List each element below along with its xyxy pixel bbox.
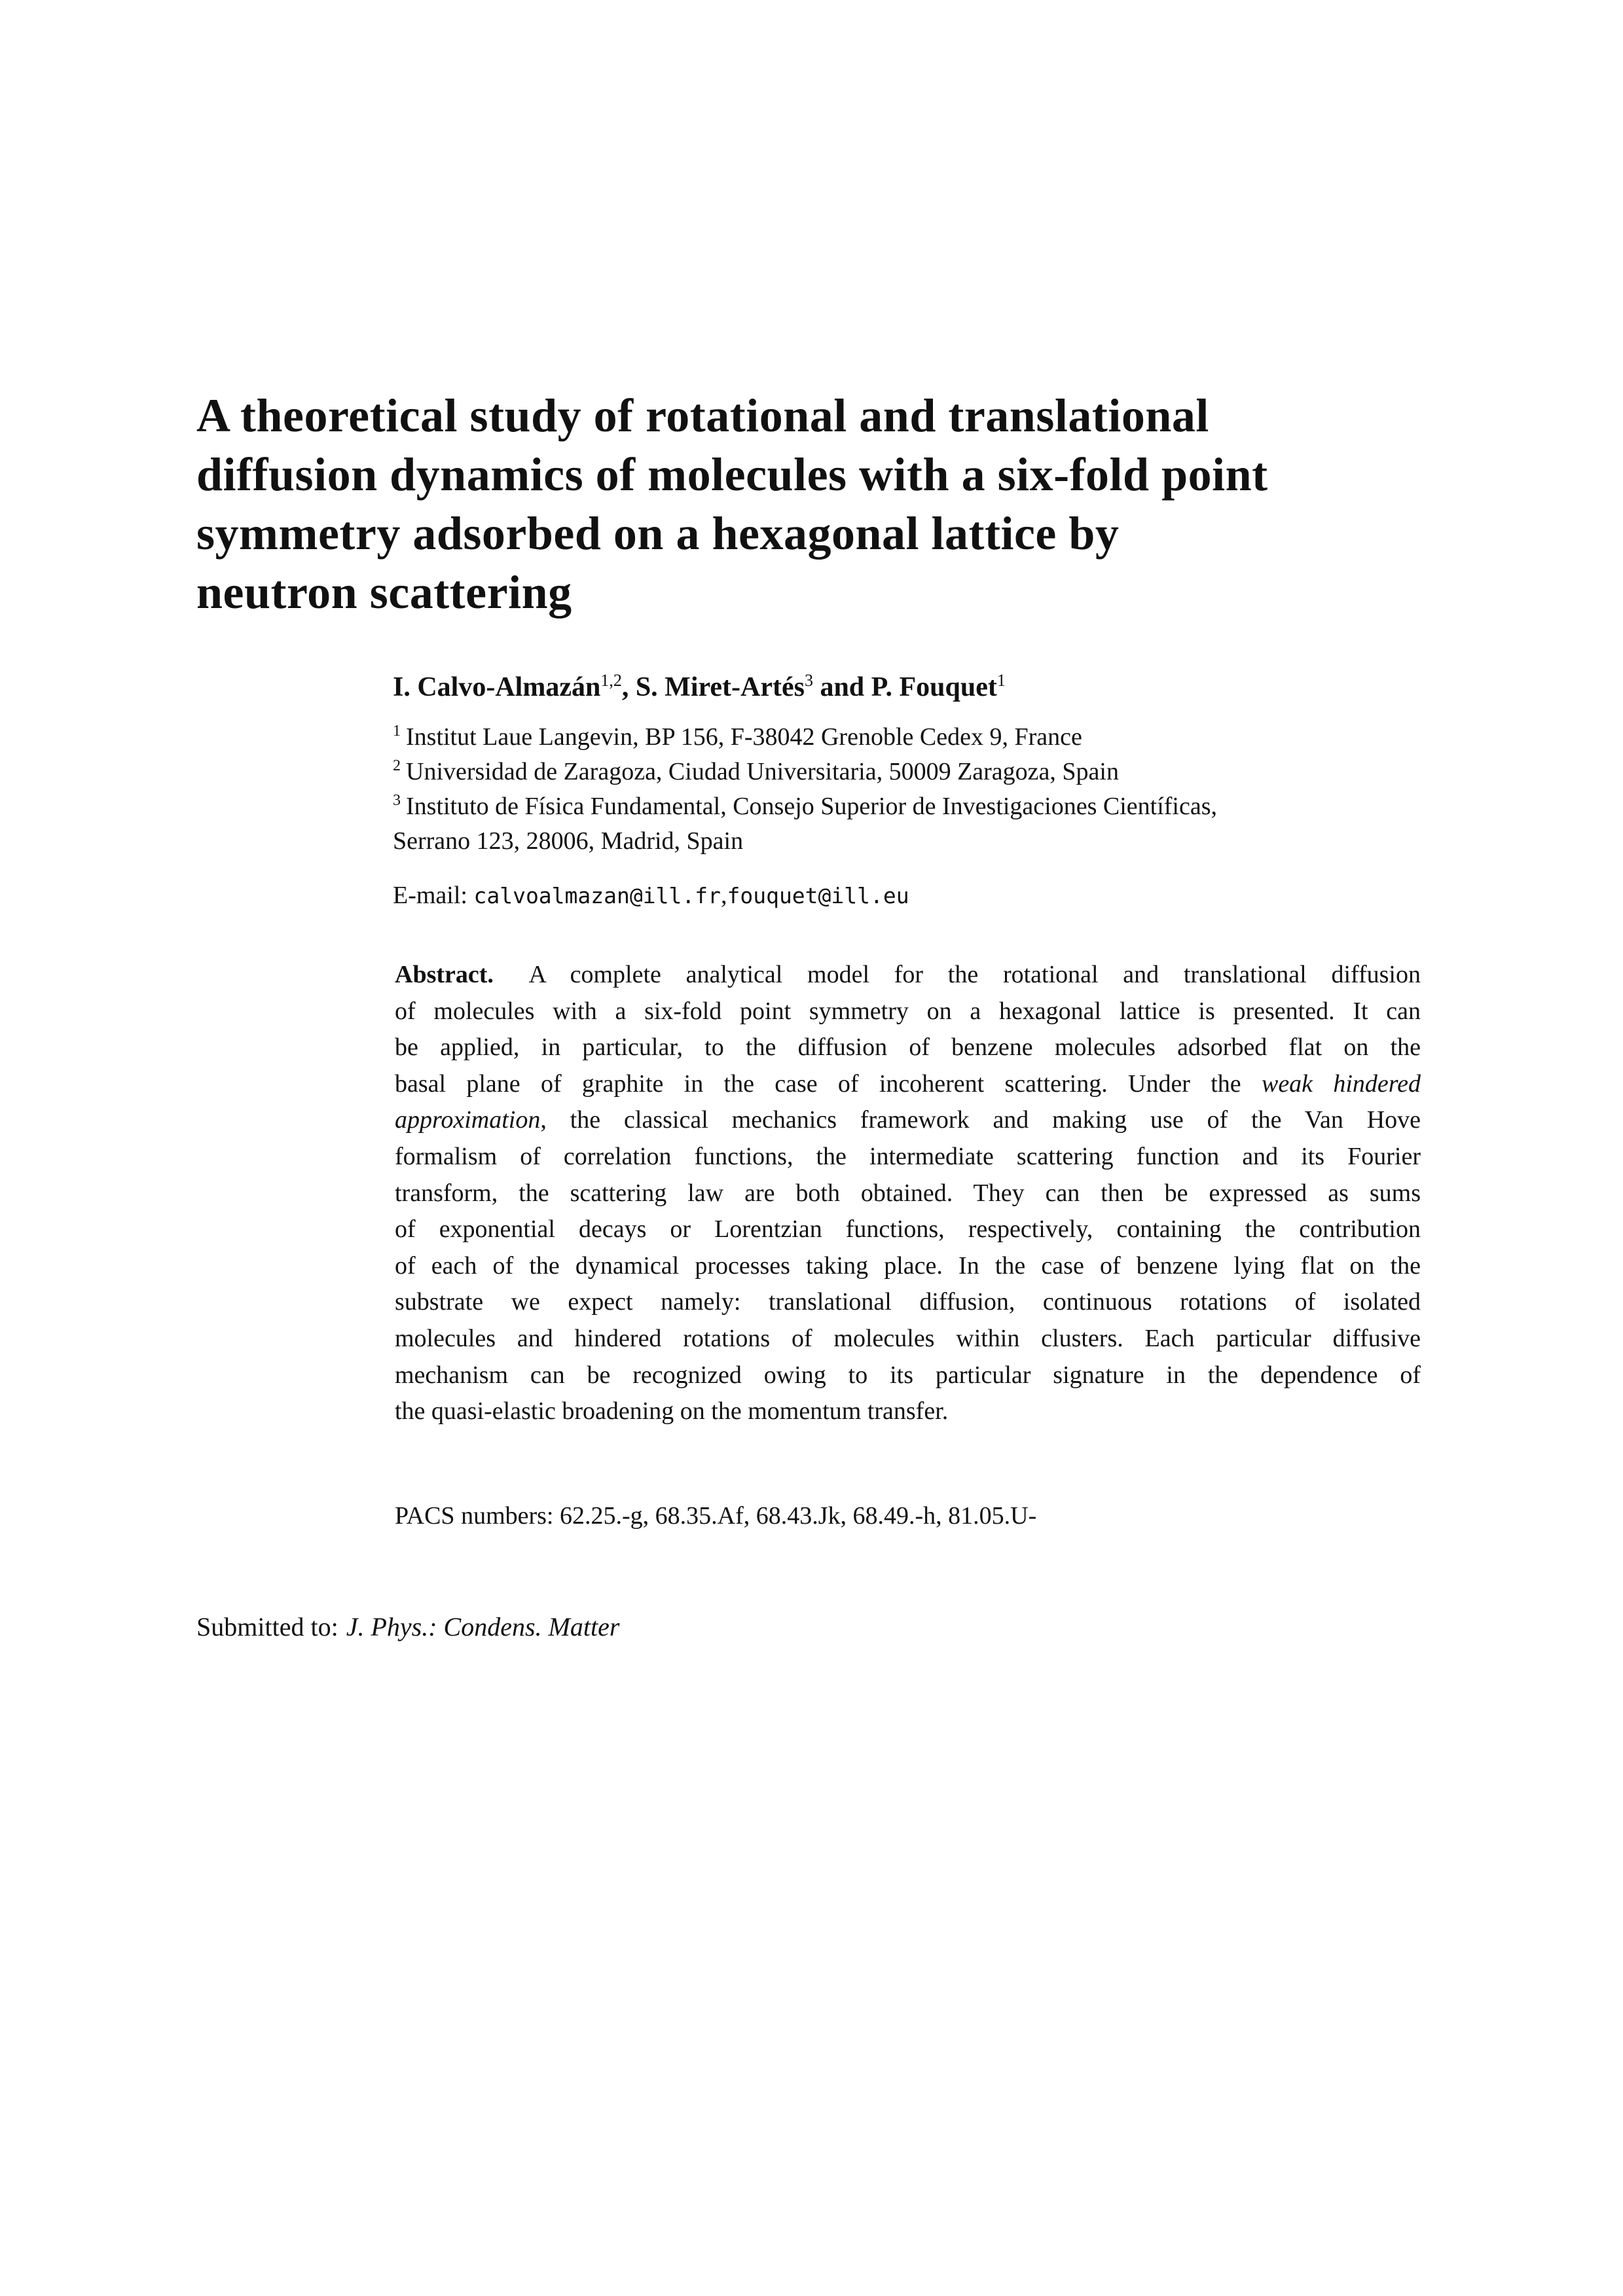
abstract-label: Abstract.	[395, 961, 494, 988]
email-separator: ,	[720, 882, 727, 909]
abstract-text: basal plane of graphite in the case of incoherent scattering. Under the	[395, 1069, 1262, 1098]
abstract	[395, 957, 1421, 1430]
abstract-line: be applied, in particular, to the diffusion of benzene molecules adsorbed flat on the	[395, 1033, 1421, 1062]
submitted-to	[196, 1609, 619, 1645]
abstract-emphasis: weak hindered	[1261, 1069, 1421, 1098]
affiliation-list	[393, 720, 1427, 859]
email-address-link[interactable]: fouquet@ill.eu	[727, 883, 909, 908]
email-label: E-mail:	[393, 882, 467, 909]
email-address-link[interactable]: calvoalmazan@ill.fr	[473, 883, 721, 908]
affiliation-marker: 1	[393, 723, 401, 740]
affiliation-text: Instituto de Física Fundamental, Consejo Superior de Investigaciones Científicas,	[406, 793, 1217, 820]
abstract-line: formalism of correlation functions, the intermediate scattering function and its Fourier	[395, 1142, 1421, 1170]
author-name: P. Fouquet	[871, 672, 997, 702]
author-separator: and	[812, 672, 871, 702]
author-name: S. Miret-Artés	[635, 672, 805, 702]
author-affiliation-marker: 3	[804, 671, 813, 690]
author-name: I. Calvo-Almazán	[393, 672, 601, 702]
affiliation-text: Institut Laue Langevin, BP 156, F-38042 Grenoble Cedex 9, France	[406, 723, 1082, 751]
abstract-line	[395, 1102, 1421, 1139]
abstract-line: mechanism can be recognized owing to its particular signature in the dependence of	[395, 1361, 1421, 1389]
title-line: diffusion dynamics of molecules with a six-fold point	[196, 448, 1268, 501]
affiliation	[393, 789, 1427, 824]
submitted-label: Submitted to:	[196, 1612, 338, 1641]
abstract-line	[395, 1066, 1421, 1103]
abstract-line: substrate we expect namely: translational diffusion, continuous rotations of isolated	[395, 1288, 1421, 1316]
title-line: symmetry adsorbed on a hexagonal lattice by	[196, 507, 1120, 560]
abstract-line	[395, 957, 1421, 994]
affiliation-text: Universidad de Zaragoza, Ciudad Universitaria, 50009 Zaragoza, Spain	[406, 758, 1119, 785]
author-affiliation-marker: 1	[996, 671, 1006, 690]
journal-name: J. Phys.: Condens. Matter	[346, 1612, 620, 1641]
author-list	[393, 669, 1006, 706]
abstract-line: of each of the dynamical processes taking place. In the case of benzene lying flat on the	[395, 1251, 1421, 1280]
affiliation-text: Serrano 123, 28006, Madrid, Spain	[393, 827, 744, 855]
abstract-line: transform, the scattering law are both obtained. They can then be expressed as sums	[395, 1179, 1421, 1207]
title-line: neutron scattering	[196, 566, 572, 619]
abstract-line: the quasi-elastic broadening on the momentum transfer.	[395, 1397, 949, 1426]
abstract-text: , the classical mechanics framework and making use of the Van Hove	[540, 1106, 1421, 1134]
abstract-text: A complete analytical model for the rotational and translational diffusion	[528, 961, 1421, 988]
affiliation	[393, 720, 1427, 755]
abstract-line: molecules and hindered rotations of molecules within clusters. Each particular diffusive	[395, 1324, 1421, 1352]
author-separator: ,	[621, 672, 636, 702]
abstract-emphasis: approximation	[395, 1106, 541, 1134]
title-line: A theoretical study of rotational and translational	[196, 389, 1209, 442]
affiliation-marker: 3	[393, 792, 401, 810]
affiliation-continuation	[393, 824, 1427, 859]
paper-title	[196, 386, 1440, 622]
email-line	[393, 878, 909, 913]
pacs-numbers: PACS numbers: 62.25.-g, 68.35.Af, 68.43.Jk, 68.49.-h, 81.05.U-	[395, 1502, 1037, 1530]
abstract-line: of molecules with a six-fold point symmetry on a hexagonal lattice is presented. It can	[395, 997, 1421, 1025]
affiliation	[393, 755, 1427, 789]
abstract-line: of exponential decays or Lorentzian functions, respectively, containing the contribution	[395, 1215, 1421, 1244]
author-affiliation-marker: 1,2	[600, 671, 622, 690]
affiliation-marker: 2	[393, 757, 401, 775]
